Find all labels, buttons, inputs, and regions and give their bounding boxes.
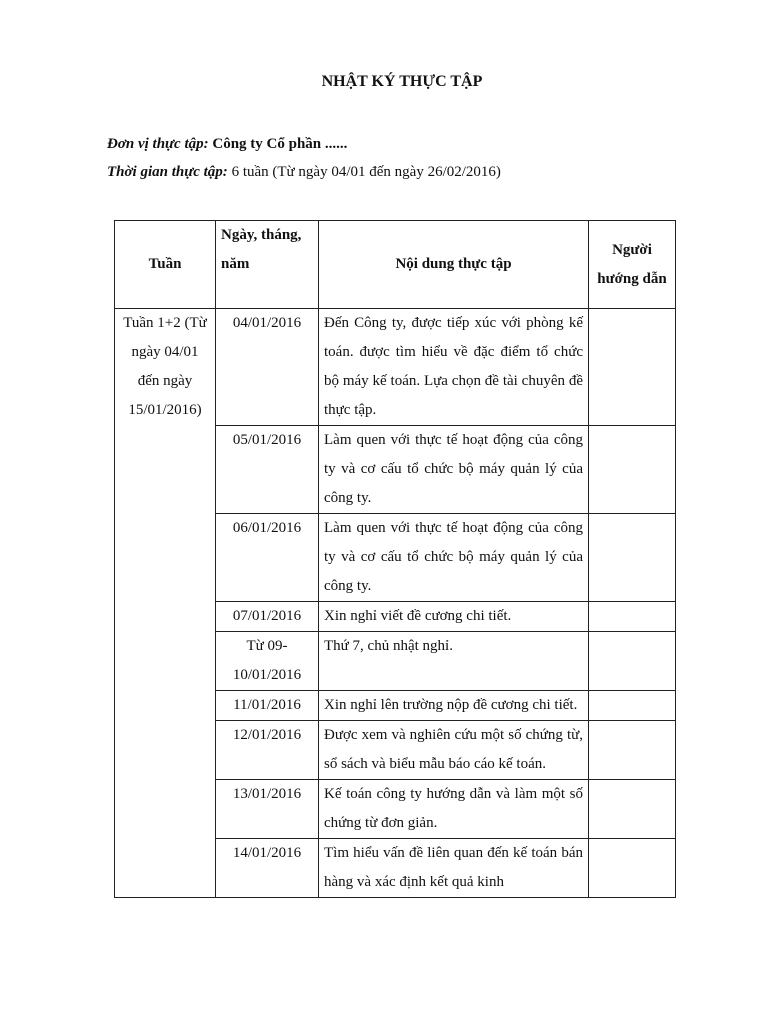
date-cell: 12/01/2016 [216, 721, 319, 780]
date-cell: 04/01/2016 [216, 309, 319, 426]
internship-unit-label: Đơn vị thực tập: [107, 136, 209, 152]
date-cell: 13/01/2016 [216, 780, 319, 839]
date-cell: 06/01/2016 [216, 514, 319, 602]
mentor-cell[interactable] [589, 780, 676, 839]
page-title: NHẬT KÝ THỰC TẬP [321, 73, 483, 90]
mentor-cell[interactable] [589, 426, 676, 514]
date-cell: 11/01/2016 [216, 691, 319, 721]
internship-period-label: Thời gian thực tập: [107, 164, 228, 180]
mentor-cell[interactable] [589, 721, 676, 780]
mentor-cell[interactable] [589, 632, 676, 691]
week-group-cell: Tuần 1+2 (Từ ngày 04/01 đến ngày 15/01/2016) [115, 309, 216, 898]
header-date: Ngày, tháng, năm [216, 221, 319, 309]
date-cell: Từ 09-10/01/2016 [216, 632, 319, 691]
date-cell: 07/01/2016 [216, 602, 319, 632]
content-cell: Được xem và nghiên cứu một số chứng từ, sổ sách và biểu mẫu báo cáo kế toán. [319, 721, 589, 780]
header-mentor: Người hướng dẫn [589, 221, 676, 309]
internship-unit-value: Công ty Cổ phần ...... [212, 136, 348, 152]
content-cell: Đến Công ty, được tiếp xúc với phòng kế toán. được tìm hiểu về đặc điểm tổ chức bộ máy kế toán. Lựa chọn đề tài chuyên đề thực tập. [319, 309, 589, 426]
content-cell: Kế toán công ty hướng dẫn và làm một số chứng từ đơn giản. [319, 780, 589, 839]
internship-unit [107, 134, 347, 154]
table-row [115, 309, 676, 426]
internship-log-table [114, 220, 676, 898]
mentor-cell[interactable] [589, 602, 676, 632]
mentor-cell[interactable] [589, 691, 676, 721]
header-week: Tuần [115, 221, 216, 309]
content-cell: Xin nghỉ viết đề cương chi tiết. [319, 602, 589, 632]
header-content: Nội dung thực tập [319, 221, 589, 309]
content-cell: Làm quen với thực tế hoạt động của công ty và cơ cấu tổ chức bộ máy quản lý của công ty. [319, 426, 589, 514]
content-cell: Tìm hiểu vấn đề liên quan đến kế toán bán hàng và xác định kết quả kinh [319, 839, 589, 898]
date-cell: 14/01/2016 [216, 839, 319, 898]
content-cell: Làm quen với thực tế hoạt động của công ty và cơ cấu tổ chức bộ máy quản lý của công ty. [319, 514, 589, 602]
mentor-cell[interactable] [589, 514, 676, 602]
date-cell: 05/01/2016 [216, 426, 319, 514]
content-cell: Thứ 7, chủ nhật nghỉ. [319, 632, 589, 691]
internship-period-value: 6 tuần (Từ ngày 04/01 đến ngày 26/02/2016) [231, 164, 501, 180]
mentor-cell[interactable] [589, 839, 676, 898]
mentor-cell[interactable] [589, 309, 676, 426]
content-cell: Xin nghỉ lên trường nộp đề cương chi tiết. [319, 691, 589, 721]
table-header-row [115, 221, 676, 309]
internship-period [107, 162, 501, 182]
